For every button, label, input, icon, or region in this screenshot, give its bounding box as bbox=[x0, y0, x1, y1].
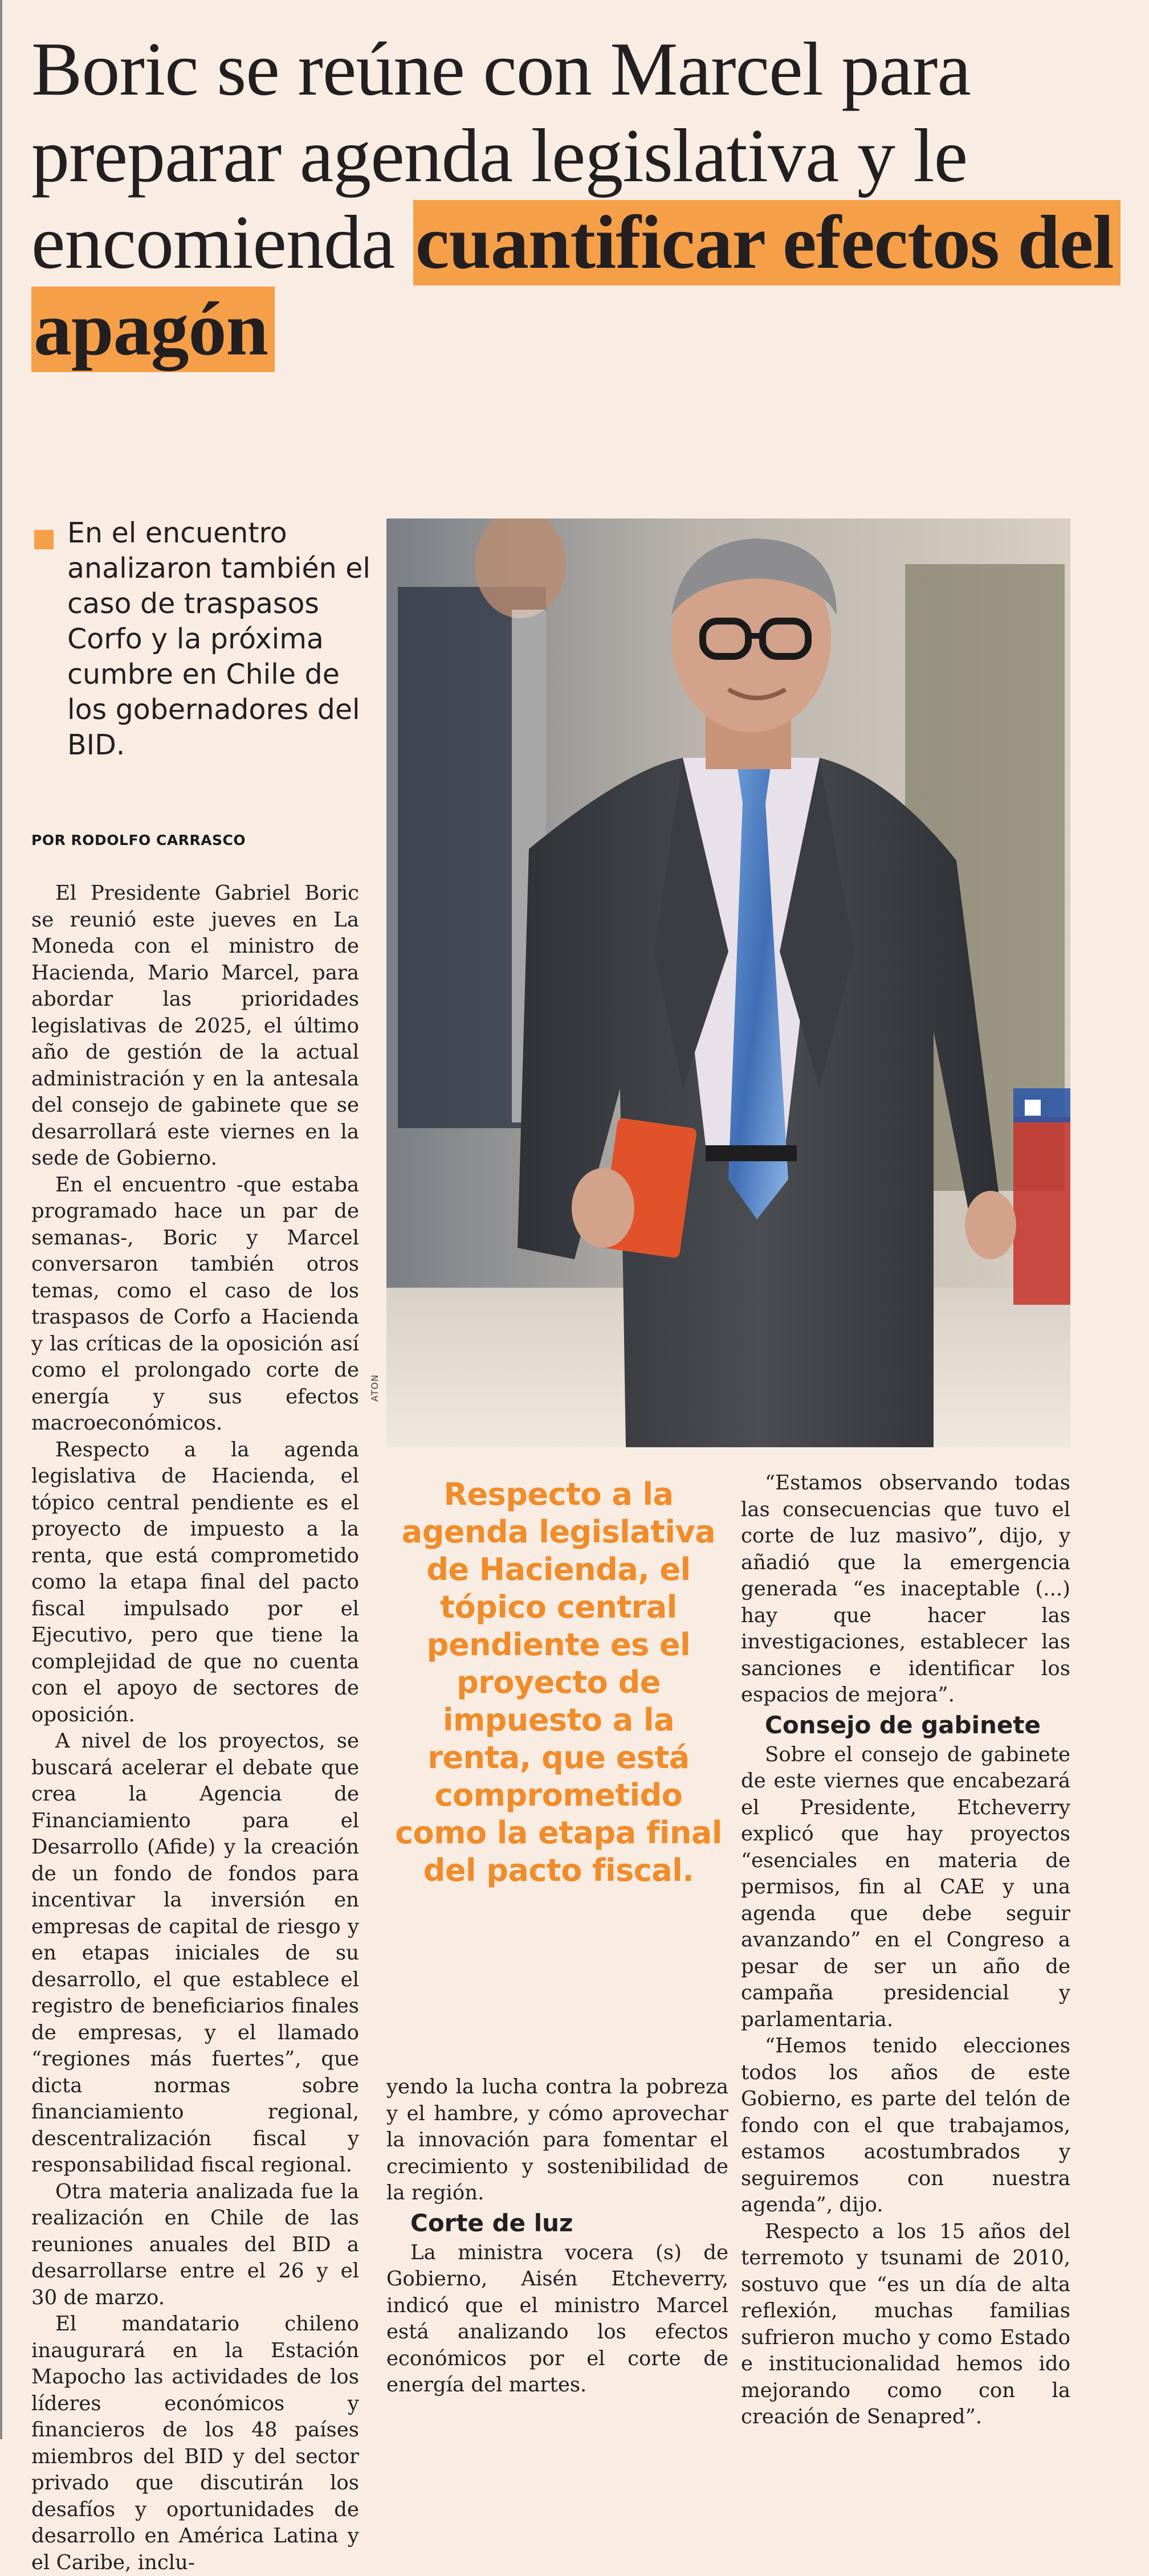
headline bbox=[31, 26, 1114, 372]
paragraph: La ministra vocera (s) de Gobierno, Aisén Etcheverry, indicó que el ministro Marcel está analizando los efectos económicos por el corte de energía del martes. bbox=[386, 2240, 728, 2397]
byline: POR RODOLFO CARRASCO bbox=[31, 832, 246, 848]
paragraph: “Hemos tenido elecciones todos los años de este Gobierno, es parte del telón de fondo con el que trabajamos, estamos acostumbrados y seguiremos con nuestra agenda”, dijo. bbox=[741, 2034, 1070, 2216]
paragraph: “Estamos observando todas las consecuencias que tuvo el corte de luz masivo”, dijo, y añadió que la emergencia generada “es inaceptable (...) hay que hacer las investigaciones, establecer las sanciones e identificar los espacios de mejora”. bbox=[741, 1471, 1070, 1707]
body-column-2 bbox=[386, 2074, 728, 2399]
paragraph: Respecto a los 15 años del terremoto y tsunami de 2010, sostuvo que “es un día de alta reflexión, muchas familias sufrieron mucho y como Estado e institucionalidad hemos ido mejorando como con la creación de Senapred”. bbox=[741, 2219, 1070, 2428]
headline-text: Boric se reúne con Marcel para preparar agenda legislativa y le encomienda bbox=[31, 27, 971, 284]
subhead-corte-de-luz: Corte de luz bbox=[410, 2208, 573, 2237]
column-rule bbox=[0, 0, 2, 2439]
paragraph: El Presidente Gabriel Boric se reunió este jueves en La Moneda con el ministro de Hacienda, Mario Marcel, para abordar las prioridades legislativas de 2025, el último año de gestión de la actual administración y en la antesala del consejo de gabinete que se desarrollará este viernes en la sede de Gobierno. bbox=[31, 881, 359, 1170]
paragraph: El mandatario chileno inaugurará en la Estación Mapocho las actividades de los líderes económicos y financieros de los 48 países miembros del BID y del sector privado que discutirán los desafíos y oportunidades de desarrollo en América Latina y el Caribe, inclu- bbox=[31, 2312, 359, 2574]
paragraph: A nivel de los proyectos, se buscará acelerar el debate que crea la Agencia de Financiamiento para el Desarrollo (Afide) y la creación de un fondo de fondos para incentivar la inversión en empresas de capital de riesgo y en etapas iniciales de su desarrollo, el que establece el registro de beneficiarios finales de empresas, y el llamado “regiones más fuertes”, que dicta normas sobre financiamiento regional, descentralización fiscal y responsabilidad fiscal regional. bbox=[31, 1729, 359, 2177]
lead-summary: En el encuentro analizaron también el caso de traspasos Corfo y la próxima cumbre en Chile de los gobernadores del BID. bbox=[67, 517, 370, 761]
photo-mario-marcel bbox=[386, 519, 1070, 1447]
paragraph: Sobre el consejo de gabinete de este viernes que encabezará el Presidente, Etcheverry explicó que hay proyectos “esenciales en materia de permisos, fin al CAE y una agenda que debe seguir avanzando” en el Congreso a pesar de ser un año de campaña presidencial y parlamentaria. bbox=[741, 1742, 1070, 2031]
lead-bullet-square bbox=[34, 530, 54, 549]
paragraph: Otra materia analizada fue la realización en Chile de las reuniones anuales del BID a desarrollarse entre el 26 y el 30 de marzo. bbox=[31, 2179, 359, 2309]
subhead-consejo-de-gabinete: Consejo de gabinete bbox=[765, 1710, 1041, 1739]
paragraph: yendo la lucha contra la pobreza y el hambre, y cómo aprovechar la innovación para fomentar el crecimiento y sostenibilidad de la región. bbox=[386, 2075, 728, 2204]
body-column-3 bbox=[741, 1470, 1070, 2431]
paragraph: Respecto a la agenda legislativa de Hacienda, el tópico central pendiente es el proyecto de impuesto a la renta, que está comprometido como la etapa final del pacto fiscal impulsado por el Ejecutivo, pero que tiene la complejidad de que no cuenta con el apoyo de sectores de oposición. bbox=[31, 1438, 359, 1726]
body-column-1 bbox=[31, 880, 359, 2576]
headline-highlight: cuantificar efectos del apagón bbox=[31, 200, 1121, 372]
pull-quote: Respecto a la agenda legislativa de Hacienda, el tópico central pendiente es el proyecto de impuesto a la renta, que está comprometido como la etapa final del pacto fiscal. bbox=[395, 1476, 722, 1888]
paragraph: En el encuentro -que estaba programado hace un par de semanas-, Boric y Marcel conversaron también otros temas, como el caso de los traspasos de Corfo a Hacienda y las críticas de la oposición así como el prolongado corte de energía y sus efectos macroeconómicos. bbox=[31, 1173, 359, 1435]
photo-credit: ATON bbox=[369, 1374, 380, 1402]
